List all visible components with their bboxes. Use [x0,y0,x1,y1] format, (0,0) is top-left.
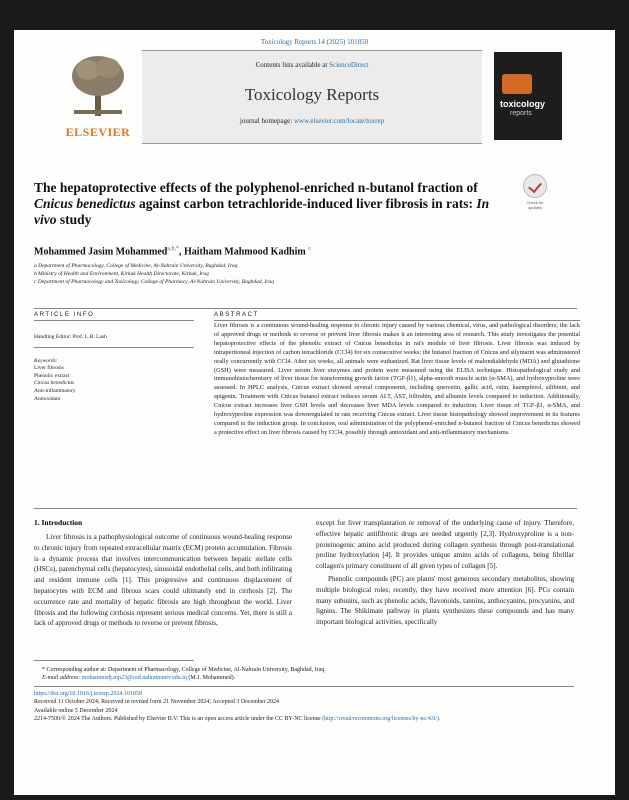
author-2-affil[interactable]: c [308,246,311,252]
keyword: Cnicus benedictus [34,380,75,387]
affiliations [34,262,574,286]
author-1-affil[interactable]: a,b,* [167,246,179,252]
journal-cover[interactable] [494,52,562,140]
editor-rule [34,347,194,348]
info-rule [34,320,194,321]
article-info-heading: ARTICLE INFO [34,312,95,318]
publisher-name: ELSEVIER [65,125,131,139]
title-part-1: The hepatoprotective effects of the polyphenol-enriched n-butanol fraction of [34,180,478,195]
homepage-link[interactable]: www.elsevier.com/locate/toxrep [293,117,385,125]
homepage-line [142,117,482,125]
journal-banner [142,50,482,144]
author-list: Mohammed Jasim Mohammed$^{a,b,*}$, Haitham Mahmood Kadhim $^c$ [34,246,311,258]
contents-prefix: Contents lists available at [255,61,328,69]
keyword: Antioxidant [34,395,61,402]
intro-paragraph: except for liver transplantation or removal of the underlying cause of injury. Therefore, effective hepatic antifibrotic drugs are needed urgently [2,3]. Hydroxyproline is a non-proteinogenic amino acid produced during collagen synthesis through post-translational proline hydroxylation [4]. It provides unique amino acids of collagens, being fibrillar collagen's primary constituent of all given types of collagen [5]. [316,519,574,571]
corresponding-author: * Corresponding author at: Department of Pharmacology, College of Medicine, Al-Nahrain University, Baghdad, Iraq. [42,667,326,673]
keyword: Liver fibrosis [34,365,64,372]
handling-editor: Handling Editor: Prof. L.H. Lash [34,334,107,340]
title-in-vivo: In vivo [34,196,490,227]
doi-link[interactable]: https://doi.org/10.1016/j.toxrep.2024.101850 [34,690,143,697]
article-info [34,334,194,403]
intro-paragraph: Phenolic compounds (PC) are plants' most generous secondary metabolites, showing multiple biological roles; recently, they have received more attention [6]. PCs contain many subunits, such as phenolic acids, flavonoids, tannins, anthocyanins, procyanins, and lignins. The Shikimate pathway in plants synthesizes these compounds and has many important biological activities, specifically [316,574,574,627]
title-part-3: study [59,212,92,227]
received-dates: Received 11 October 2024; Received in revised form 21 November 2024; Accepted 3 December 2024 [34,699,280,706]
paper-title [34,180,504,228]
email-line [34,674,574,682]
journal-title: Toxicology Reports [244,85,380,104]
abstract-text: Liver fibrosis is a continuous wound-healing response to chronic injury caused by various chemical, virus, and pathological disorders; the lack of approved drugs or methods to reverse or prevent liver fibrosis makes it an interesting area of research. This study investigates the potential hepatoprotective effects of the phenolic extract of Cnicus benedictus in rat's module of liver fibrosis. Liver fibrosis was induced by intraperitoneal injection of carbon tetrachloride (CCl4) for six consecutive weeks; the butanol fraction of Cnicus and silymarin was administered orally concurrently with CCl4. After six weeks, all animals were euthanized. Rat liver tissue levels of malondialdehyde (MDA) and glutathione (GSH) were measured. Liver serum liver enzymes and protein were measured using the ELISA technique. Histopathological study and immunohistochemistry of liver tissue for transforming growth factor (TGF-β1), alpha-smooth muscle actin (α-SMA), and hydroxyproline were assessed. In HPLC analysis, Cnicus extract showed several components, including quercetin, gallic acid, rutin, kaempferol, silibinin, and apigenin. Treatment with Cnicus butanol extract reduces serum ALT, AST, bilirubin, and albumin levels compared to induction. Additionally, Cnicus extract increases liver GSH levels and decreases liver MDA levels compared to induction. Liver tissue of TGF-β1, α-SMA, and hydroxyproline expression was downregulated in rats receiving Cnicus extract. Liver tissue histopathology showed improvement in its features compared to the induction group. In conclusion, oral administration of the polyphenol-enriched n-butanol fraction of Cnicus benedictus showed a protective effect on liver fibrosis caused by CCl4, possibly through antioxidant and anti-inflammatory mechanisms. [214,322,580,436]
intro-heading: 1. Introduction [34,518,83,527]
affiliation-b: b Ministry of Health and Environment, Kirkuk Health Directorate, Kirkuk, Iraq [34,271,209,277]
keywords-heading: Keywords: [34,357,58,364]
abstract-heading: ABSTRACT [214,312,259,318]
cover-title: toxicology [500,99,546,109]
license-link[interactable]: (http://creativecommons.org/licenses/by-nc/4.0/). [322,716,441,723]
contents-line [142,61,482,69]
author-2[interactable]: Haitham Mahmood Kadhim [184,246,306,258]
email-suffix: (M.J. Mohammed). [188,675,236,682]
keyword: Anti-inflammatory [34,387,76,394]
abstract-end-rule [34,508,577,509]
section-rule [34,308,577,309]
keyword: Phenolic extract [34,372,70,379]
footnote-rule [34,660,194,661]
running-head[interactable]: Toxicology Reports 14 (2025) 101850 [260,38,369,46]
author-1[interactable]: Mohammed Jasim Mohammed [34,246,168,258]
elsevier-logo [64,52,132,142]
cover-graphic [502,74,532,94]
abstract-rule [214,320,580,321]
copyright-text: 2214-7500/© 2024 The Authors. Published by Elsevier B.V. This is an open access article under the CC BY-NC license [34,716,321,723]
check-badge-label: Check for updates [526,200,544,210]
affiliation-c: c Department of Pharmacology and Toxicology, College of Pharmacy, Al-Nahrain University, Baghdad, Iraq [34,279,274,285]
journal-page [14,30,615,795]
sciencedirect-link[interactable]: ScienceDirect [329,61,369,69]
cover-subtitle: reports [510,110,532,117]
copyright-line [34,715,574,723]
email-link[interactable]: mohammedj.mp23@ced.nahrainuniv.edu.iq [81,675,187,682]
doi-rule [34,686,574,687]
affiliation-a: a Department of Pharmacology, College of Medicine, Al-Nahrain University, Baghdad, Iraq [34,263,238,269]
footnotes [34,666,574,723]
masthead [64,50,567,145]
intro-left-column [34,532,292,631]
intro-paragraph: Liver fibrosis is a pathophysiological outcome of continuous wound-healing response to chronic injury from repeated extracellular matrix (ECM) protein accumulation. Fibrosis is a dynamic process that involves intercommunication between hepatic stellate cells (HSCs), parenchymal cells (hepatocytes), sinusoidal endothelial cells, and both infiltrating and resident immune cells [1]. This progressive and continuous displacement of hepatocytes with ECM and fibrous scars could ultimately end in cirrhosis [2]. The occurrence rate and mortality of hepatic fibrosis are high throughout the world. Liver fibrosis and the following cirrhosis represent serious medical concerns. Yet, there is still a lack of approved drugs or methods to reverse or prevent fibrosis, [34,533,292,628]
homepage-prefix: journal homepage: [239,117,293,125]
elsevier-tree-icon [70,52,126,118]
check-for-updates-badge[interactable] [520,174,550,210]
title-species: Cnicus benedictus [34,196,136,211]
check-icon [523,174,547,198]
email-label: E-mail address: [42,675,81,682]
intro-right-column [316,518,574,630]
available-date: Available online 5 December 2024 [34,707,118,714]
title-part-2: against carbon tetrachloride-induced liver fibrosis in rats: [139,196,474,211]
